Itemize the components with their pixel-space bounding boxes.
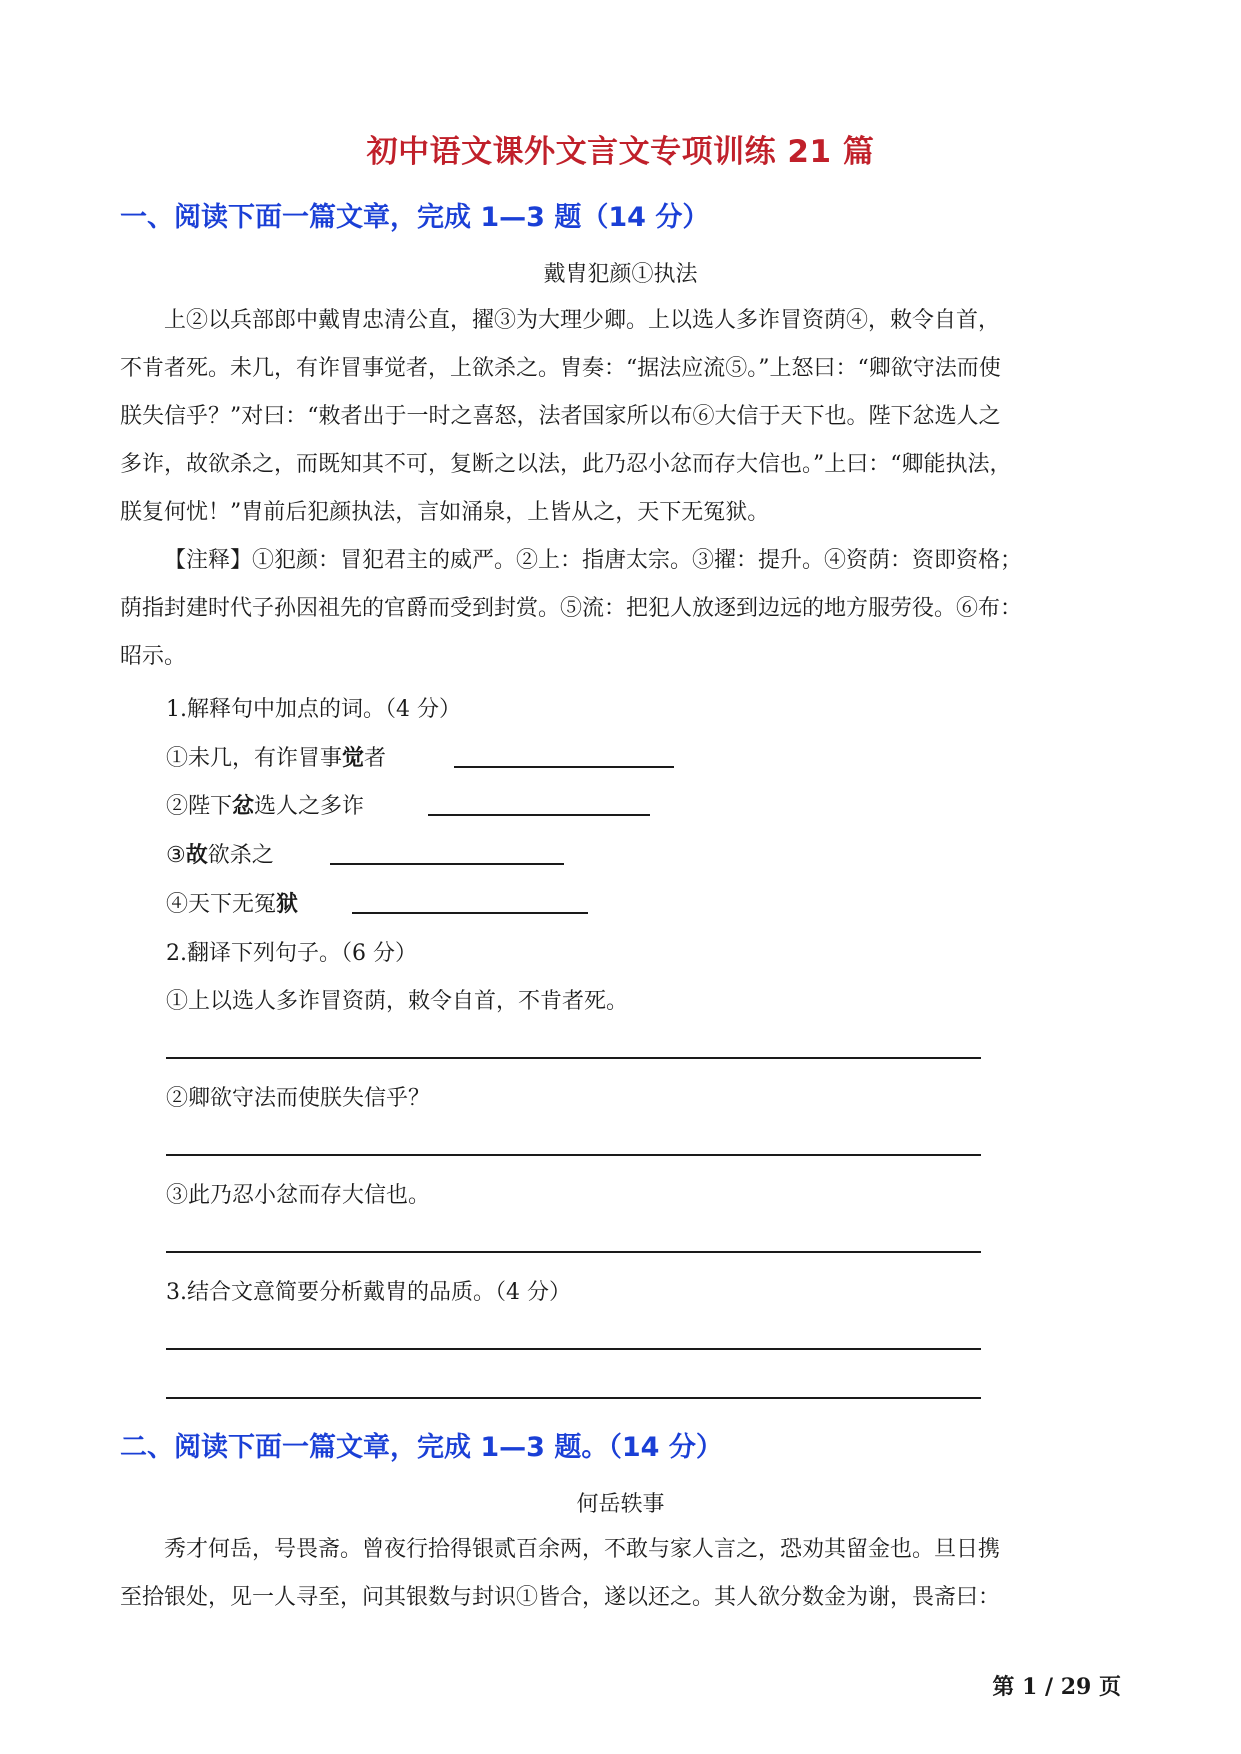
passage-1-title: 戴胄犯颜①执法 — [543, 262, 698, 287]
answer-blank[interactable] — [428, 814, 650, 816]
q1-item-text: 欲杀之 — [207, 843, 274, 868]
question-2-stem: 2.翻译下列句子。（6 分） — [166, 941, 417, 966]
dotted-word: 故 — [185, 843, 208, 868]
passage-2-line: 至拾银处，见一人寻至，问其银数与封识①皆合，遂以还之。其人欲分数金为谢，畏斋曰： — [120, 1585, 1001, 1610]
section-2-heading: 二、阅读下面一篇文章，完成 1—3 题。（14 分） — [120, 1432, 723, 1463]
q1-item-text: 者 — [364, 746, 387, 771]
passage-1-line: 不肯者死。未几，有诈冒事觉者，上欲杀之。胄奏：“据法应流⑤。”上怒曰：“卿欲守法而使 — [120, 356, 1001, 381]
note-line: 荫指封建时代子孙因祖先的官爵而受到封赏。⑤流：把犯人放逐到边远的地方服劳役。⑥布： — [120, 596, 1023, 621]
note-line: 【注释】①犯颜：冒犯君主的威严。②上：指唐太宗。③擢：提升。④资荫：资即资格； — [164, 548, 1023, 573]
answer-line[interactable] — [166, 1348, 981, 1350]
q1-item-4 — [166, 887, 298, 918]
q1-item-text: ①未几，有诈冒事 — [166, 746, 343, 771]
passage-2-line: 秀才何岳，号畏斋。曾夜行拾得银贰百余两，不敢与家人言之，恐劝其留金也。旦日携 — [164, 1537, 1001, 1562]
section-1-heading: 一、阅读下面一篇文章，完成 1—3 题（14 分） — [120, 202, 710, 233]
q1-item-2 — [166, 789, 364, 820]
answer-blank[interactable] — [454, 766, 674, 768]
dotted-word: 忿 — [232, 794, 255, 819]
passage-1-line: 朕失信乎？”对曰：“敕者出于一时之喜怒，法者国家所以布⑥大信于天下也。陛下忿选人之 — [120, 404, 1001, 429]
answer-line[interactable] — [166, 1397, 981, 1399]
passage-1-notes — [120, 537, 1121, 681]
q1-item-text: ④天下无冤 — [166, 892, 277, 917]
q2-sentence-3: ③此乃忍小忿而存大信也。 — [166, 1183, 431, 1208]
answer-blank[interactable] — [330, 863, 564, 865]
dotted-word: 觉 — [342, 746, 365, 771]
answer-line[interactable] — [166, 1251, 981, 1253]
passage-1-line: 上②以兵部郎中戴胄忠清公直，擢③为大理少卿。上以选人多诈冒资荫④，敕令自首， — [164, 308, 1001, 333]
question-3-stem: 3.结合文意简要分析戴胄的品质。（4 分） — [166, 1280, 571, 1305]
q2-sentence-1: ①上以选人多诈冒资荫，敕令自首，不肯者死。 — [166, 989, 629, 1014]
answer-line[interactable] — [166, 1154, 981, 1156]
q2-sentence-2: ②卿欲守法而使朕失信乎？ — [166, 1086, 431, 1111]
answer-blank[interactable] — [352, 912, 588, 914]
answer-line[interactable] — [166, 1057, 981, 1059]
passage-1-body — [120, 297, 1121, 537]
passage-2-body — [120, 1526, 1121, 1622]
passage-2-title: 何岳轶事 — [576, 1492, 665, 1517]
passage-1-line: 多诈，故欲杀之，而既知其不可，复断之以法，此乃忍小忿而存大信也。”上曰：“卿能执法， — [120, 452, 1012, 477]
dotted-word: 狱 — [276, 892, 299, 917]
note-line: 昭示。 — [120, 644, 187, 669]
q1-item-text: ③ — [166, 843, 186, 868]
q1-item-text: ②陛下 — [166, 794, 233, 819]
q1-item-3 — [166, 838, 274, 869]
question-1-stem: 1.解释句中加点的词。（4 分） — [166, 697, 461, 722]
q1-item-text: 选人之多诈 — [254, 794, 365, 819]
page-number: 第 1 / 29 页 — [992, 1674, 1121, 1700]
document-title: 初中语文课外文言文专项训练 21 篇 — [366, 134, 875, 170]
passage-1-line: 朕复何忧！”胄前后犯颜执法，言如涌泉，上皆从之，天下无冤狱。 — [120, 500, 770, 525]
q1-item-1 — [166, 741, 386, 772]
